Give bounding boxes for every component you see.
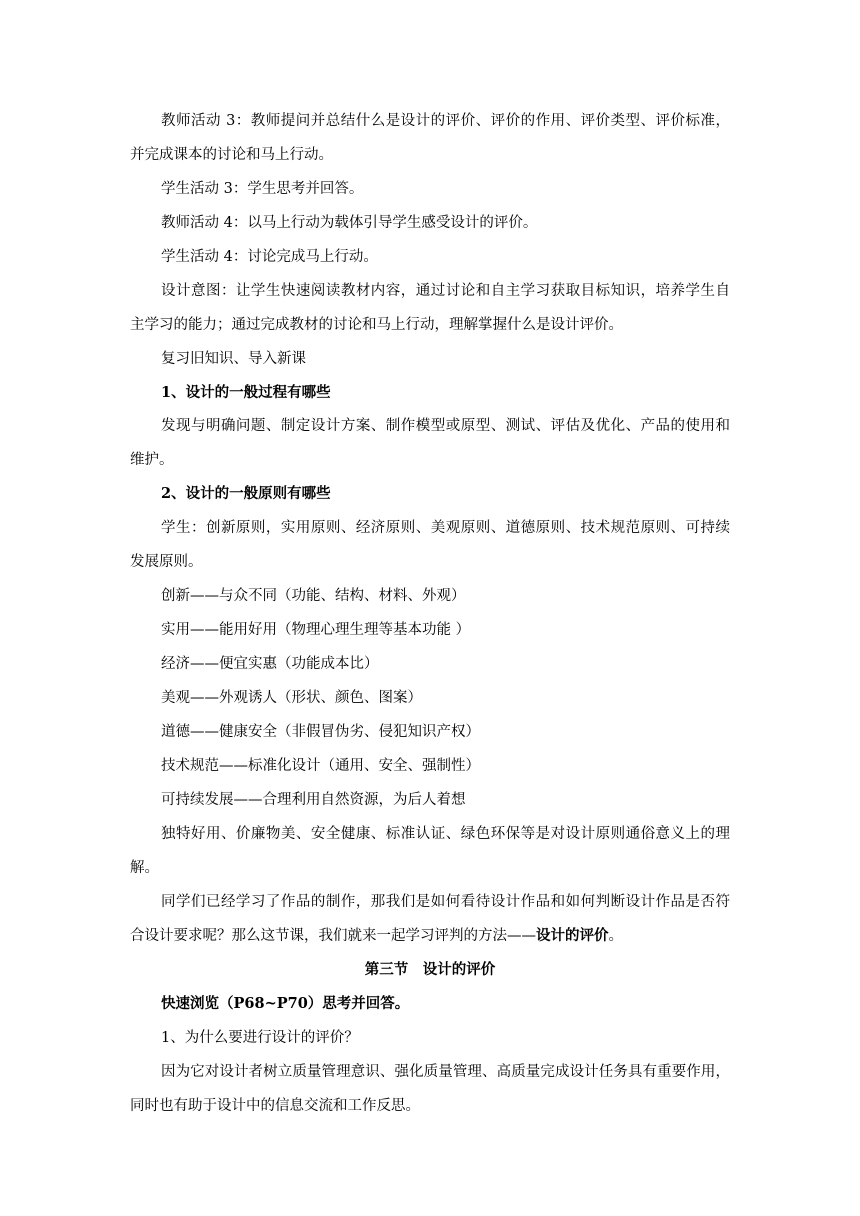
paragraph-teacher-activity-3: 教师活动 3：教师提问并总结什么是设计的评价、评价的作用、评价类型、评价标准， xyxy=(161,113,730,129)
paragraph-answer: 因为它对设计者树立质量管理意识、强化质量管理、高质量完成设计任务具有重要作用， xyxy=(161,1064,730,1080)
paragraph-design-intent-cont: 主学习的能力；通过完成教材的讨论和马上行动，理解掌握什么是设计评价。 xyxy=(130,317,623,333)
heading-quick-browse: 快速浏览（P68~P70）思考并回答。 xyxy=(161,995,410,1012)
principle-item: 创新——与众不同（功能、结构、材料、外观） xyxy=(161,588,466,604)
lesson-intro-end: 。 xyxy=(608,928,623,944)
principle-item: 经济——便宜实惠（功能成本比） xyxy=(161,656,379,672)
paragraph-student-activity-3: 学生活动 3：学生思考并回答。 xyxy=(161,181,364,197)
section-title: 第三节 设计的评价 xyxy=(364,961,496,978)
paragraph-student-activity-4: 学生活动 4：讨论完成马上行动。 xyxy=(161,249,378,265)
paragraph-design-process-cont: 维护。 xyxy=(130,452,174,468)
paragraph-student-principles-cont: 发展原则。 xyxy=(130,554,203,570)
principle-item: 美观——外观诱人（形状、颜色、图案） xyxy=(161,690,422,706)
paragraph-review-intro: 复习旧知识、导入新课 xyxy=(161,351,306,367)
principle-item: 道德——健康安全（非假冒伪劣、侵犯知识产权） xyxy=(161,724,480,740)
paragraph-principles-summary-cont: 解。 xyxy=(130,860,159,876)
paragraph-principles-summary: 独特好用、价廉物美、安全健康、标准认证、绿色环保等是对设计原则通俗意义上的理 xyxy=(161,826,730,842)
paragraph-answer-cont: 同时也有助于设计中的信息交流和工作反思。 xyxy=(130,1098,420,1114)
paragraph-design-intent: 设计意图：让学生快速阅读教材内容，通过讨论和自主学习获取目标知识，培养学生自 xyxy=(161,283,730,299)
lesson-intro-text: 合设计要求呢？那么这节课，我们就来一起学习评判的方法—— xyxy=(130,928,536,944)
paragraph-lesson-intro: 同学们已经学习了作品的制作，那我们是如何看待设计作品和如何判断设计作品是否符 xyxy=(161,894,730,910)
lesson-intro-emphasis: 设计的评价 xyxy=(536,927,609,944)
question-why-evaluate: 1、为什么要进行设计的评价？ xyxy=(161,1030,359,1046)
paragraph-teacher-activity-4: 教师活动 4：以马上行动为载体引导学生感受设计的评价。 xyxy=(161,215,538,231)
paragraph-student-principles: 学生：创新原则，实用原则、经济原则、美观原则、道德原则、技术规范原则、可持续 xyxy=(161,520,730,536)
principle-item: 实用——能用好用（物理心理生理等基本功能 ） xyxy=(161,622,471,638)
principle-item: 技术规范——标准化设计（通用、安全、强制性） xyxy=(161,758,480,774)
heading-design-process: 1、设计的一般过程有哪些 xyxy=(161,384,331,401)
heading-design-principles: 2、设计的一般原则有哪些 xyxy=(161,485,331,502)
paragraph-design-process: 发现与明确问题、制定设计方案、制作模型或原型、测试、评估及优化、产品的使用和 xyxy=(161,418,730,434)
paragraph-teacher-activity-3-cont: 并完成课本的讨论和马上行动。 xyxy=(130,147,333,163)
principle-item: 可持续发展——合理利用自然资源，为后人着想 xyxy=(161,792,466,808)
paragraph-lesson-intro-cont xyxy=(130,926,730,946)
